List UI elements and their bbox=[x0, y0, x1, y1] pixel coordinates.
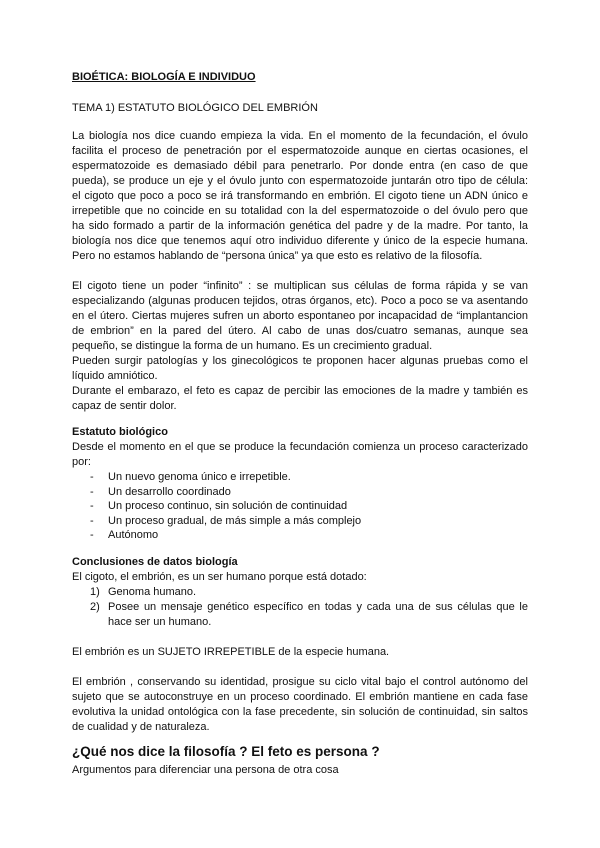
text-line: especializando (algunas producen tejidos, otras órganos, etc). Poco a poco se va asentando bbox=[72, 295, 528, 307]
bullet-marker: - bbox=[90, 500, 94, 512]
text-line: Desde el momento en el que se produce la fecundación comienza un proceso caracterizado bbox=[72, 441, 528, 453]
filosofia-intro: Argumentos para diferenciar una persona de otra cosa bbox=[72, 764, 339, 776]
section-heading-conclusiones: Conclusiones de datos biología bbox=[72, 556, 238, 568]
text-line: biología nos dice que tenemos aquí otro individuo diferente y único de la especie humana. bbox=[72, 235, 528, 247]
bullet-marker: - bbox=[90, 514, 94, 527]
text-line: pequeño, se distingue la forma de un humano. Es un crecimiento gradual. bbox=[72, 340, 433, 352]
section-heading-filosofia: ¿Qué nos dice la filosofía ? El feto es persona ? bbox=[72, 744, 380, 759]
text-line: El embrión , conservando su identidad, prosigue su ciclo vital bajo el control autónomo del bbox=[72, 676, 528, 688]
sujeto-statement: El embrión es un SUJETO IRREPETIBLE de la especie humana. bbox=[72, 646, 390, 658]
list-number: 2) bbox=[90, 601, 100, 613]
bullet-marker: - bbox=[90, 529, 94, 541]
text-line: capaz de sentir dolor. bbox=[72, 400, 177, 412]
list-item: Un proceso continuo, sin solución de continuidad bbox=[108, 500, 348, 512]
text-line: Pueden surgir patologías y los ginecológicos te proponen hacer algunas pruebas como el bbox=[72, 355, 528, 367]
text-line: La biología nos dice cuando empieza la vida. En el momento de la fecundación, el óvulo bbox=[72, 130, 528, 142]
conclusiones-intro: El cigoto, el embrión, es un ser humano porque está dotado: bbox=[72, 571, 367, 583]
topic-heading: TEMA 1) ESTATUTO BIOLÓGICO DEL EMBRIÓN bbox=[72, 102, 318, 114]
text-line: espermatozoide es demasiado débil para penetrarlo. Por donde entra (en caso de que bbox=[72, 160, 528, 172]
text-line: de cualidad y de naturaleza. bbox=[72, 721, 210, 733]
list-item: Genoma humano. bbox=[108, 586, 197, 598]
text-line: El cigoto tiene un poder “infinito” : se multiplican sus células de forma rápida y se van bbox=[72, 280, 528, 292]
section-heading-estatuto: Estatuto biológico bbox=[72, 426, 168, 438]
list-item: Un proceso gradual, de más simple a más complejo bbox=[108, 514, 362, 527]
list-item: Autónomo bbox=[108, 529, 159, 541]
text-line: Pero no estamos hablando de “persona única” ya que esto es relativo de la filosofía. bbox=[72, 250, 483, 262]
text-line: por: bbox=[72, 456, 91, 468]
bullet-marker: - bbox=[90, 485, 94, 498]
text-line: sujeto que se autoconstruye en un proceso coordinado. El embrión mantiene en cada fase bbox=[72, 691, 528, 703]
text-line: evolutiva la unidad ontológica con la fase precedente, sin solución de continuidad, sin saltos bbox=[72, 706, 528, 718]
text-line: facilita el proceso de penetración por el espermatozoide aunque en ciertas ocasiones, el bbox=[72, 145, 528, 157]
bullet-marker: - bbox=[90, 471, 94, 483]
list-item: hace ser un humano. bbox=[108, 616, 212, 628]
text-line: ha sido formado a partir de la información genética del padre y de la madre. Por tanto, la bbox=[72, 220, 528, 232]
list-item: Un desarrollo coordinado bbox=[108, 485, 231, 498]
list-item: Un nuevo genoma único e irrepetible. bbox=[108, 471, 291, 483]
text-line: en el útero. Ciertas mujeres sufren un aborto espontaneo por incapacidad de “implantancion bbox=[72, 310, 528, 322]
text-line: Durante el embarazo, el feto es capaz de percibir las emociones de la madre y también es bbox=[72, 385, 528, 397]
text-line: irrepetible que no coincide en su totalidad con la del espermatozoide o del óvulo pero que bbox=[72, 205, 528, 217]
text-line: de embrion” en la pared del útero. Al cabo de unas dos/cuatro semanas, aunque sea bbox=[72, 325, 528, 337]
list-item: Posee un mensaje genético específico en todas y cada una de sus células que le bbox=[108, 601, 528, 613]
document-title: BIOÉTICA: BIOLOGÍA E INDIVIDUO bbox=[72, 71, 256, 83]
text-line: líquido amniótico. bbox=[72, 370, 158, 382]
text-line: el cigoto que poco a poco se irá transformando en embrión. El cigoto tiene un ADN único e bbox=[72, 190, 528, 202]
text-line: pueda), se produce un eje y el óvulo junto con espermatozoide juntarán otro tipo de célula: bbox=[72, 175, 528, 187]
list-number: 1) bbox=[90, 586, 100, 598]
